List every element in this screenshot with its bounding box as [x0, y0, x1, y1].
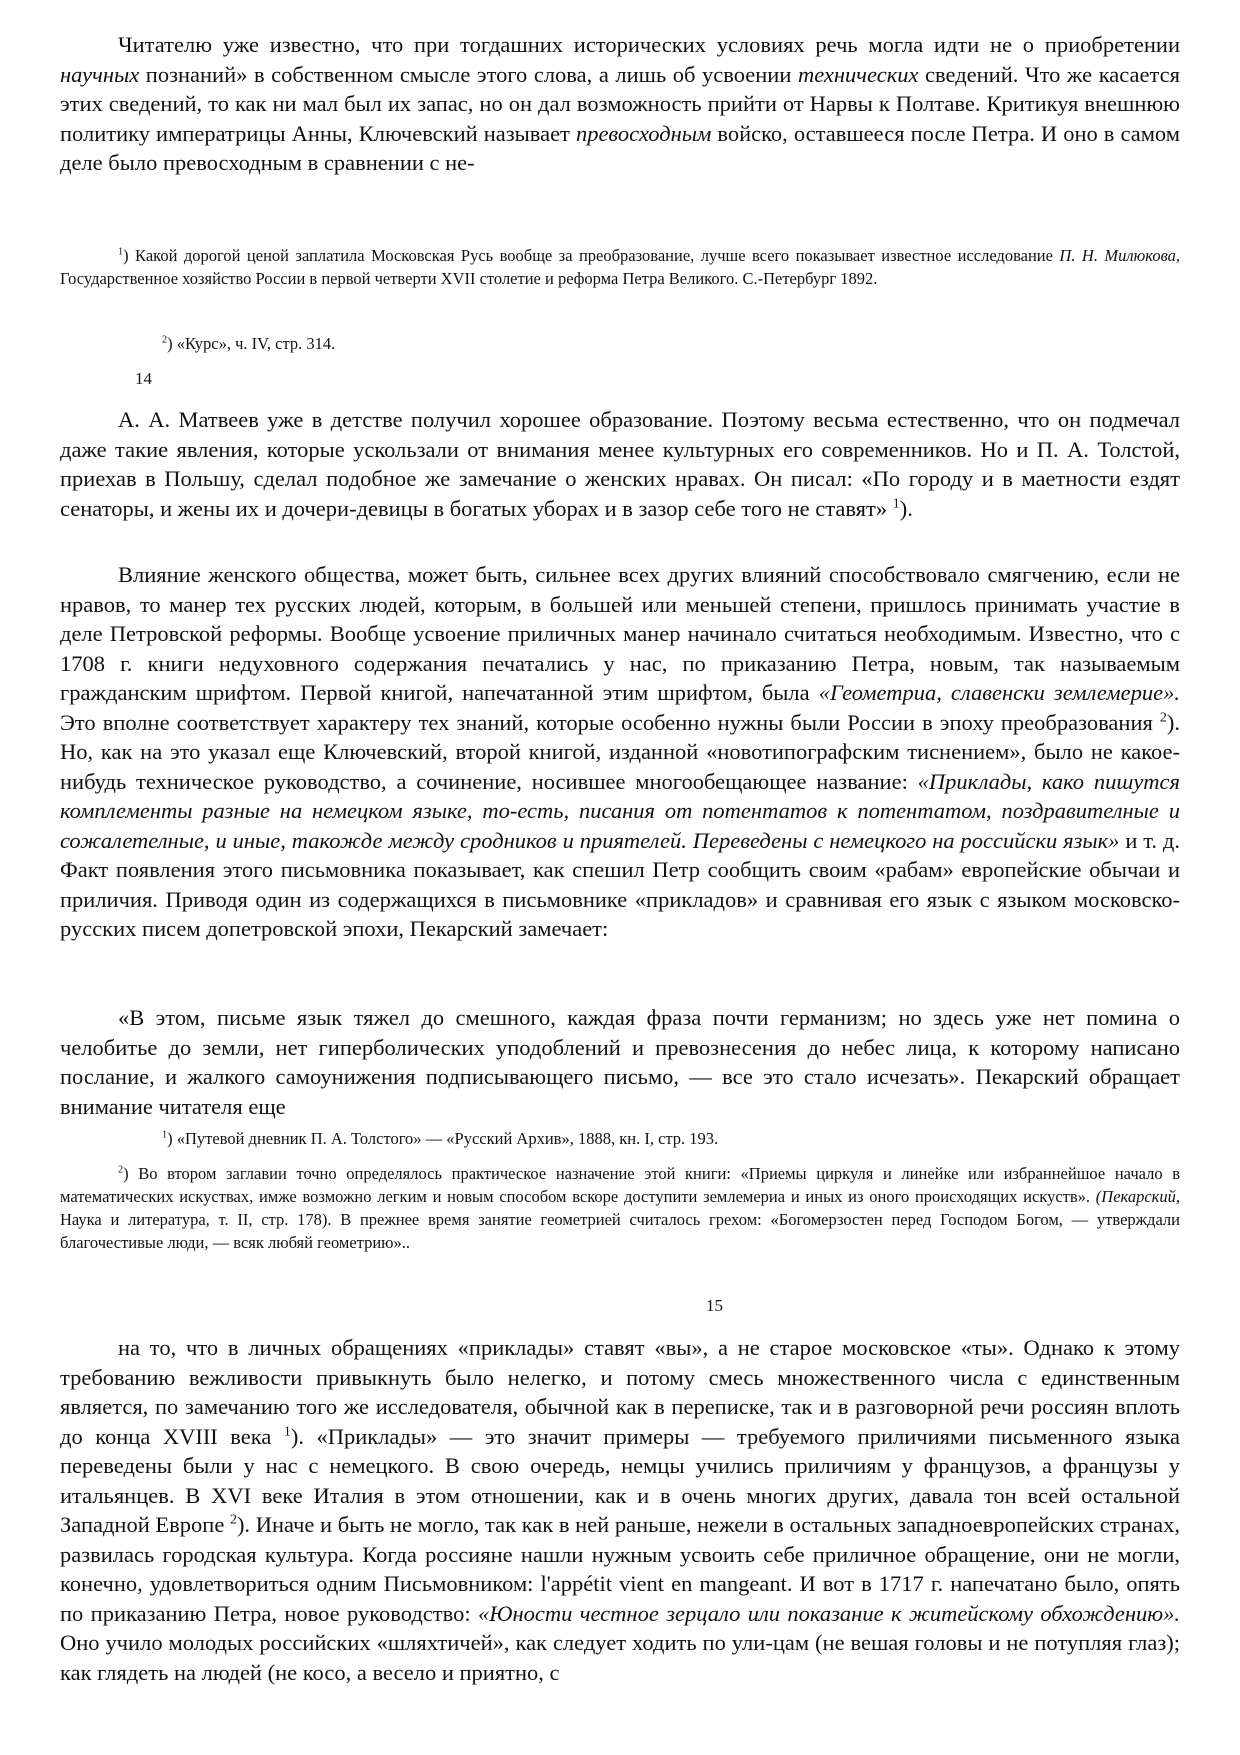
italic-text: П. Н. Милюкова, — [1059, 246, 1180, 265]
footnote-mark: 2 — [118, 1164, 124, 1176]
text: познаний» в собственном смысле этого слова, а лишь об усвоении — [139, 61, 798, 87]
footnote-2-page-15 — [60, 1162, 1180, 1254]
italic-text: научных — [60, 61, 140, 87]
footnote-mark: 1 — [892, 496, 900, 511]
italic-text: (Пекарский, — [1095, 1187, 1180, 1206]
text: Влияние женского общества, может быть, сильнее всех других влияний способствовало смягчению, если не нравов, то манер тех русских людей, которым, в большей или меньшей степени, пришлось принимать участие в деле Петровской реформы. Вообще усвоение приличных манер начинало считаться необходимым. Известно, что с 1708 г. книги недуховного содержания печатались у нас, по приказанию Петра, новым, так называемым гражданским шрифтом. Первой книгой, напечатанной этим шрифтом, была — [60, 562, 1180, 705]
footnote-1-page-15 — [162, 1127, 1062, 1150]
text: на то, что в личных обращениях «приклады» ставят «вы», а не старое московское «ты». Однако к этому требованию вежливости привыкнуть было нелегко, и потому смесь множественного числа с единственным является, по замечанию того же исследователя, обычной как в переписке, так и в разговорной речи россиян вплоть до конца XVIII века — [60, 1335, 1180, 1449]
paragraph-1 — [60, 30, 1180, 178]
footnote-1-page-14 — [60, 244, 1180, 290]
text: ). Но, как на это указал еще Ключевский, второй книгой, изданной «новотипографским тиснением», было не какое-нибудь техническое руководство, а сочинение, носившее многообещающее название: — [60, 709, 1180, 794]
page-number: 14 — [135, 369, 152, 388]
text: ). — [899, 495, 913, 521]
text: и т. д. Факт появления этого письмовника показывает, как спешил Петр сообщить своим «рабам» европейские обычаи и приличия. Приводя один из содержащихся в письмовнике «прикладов» и сравнивая его язык с языком московско-русских писем допетровской эпохи, Пекарский замечает: — [60, 827, 1180, 941]
text: сведений. Что же касается этих сведений, то как ни мал был их запас, но он дал возможность прийти от Нарвы к Полтаве. Критикуя внешнюю политику императрицы Анны, Ключевский называет — [60, 61, 1180, 146]
paragraph-2 — [60, 405, 1180, 523]
text: Наука и литература, т. II, стр. 178). В прежнее время занятие геометрией считалось грехом: «Богомерзостен перед Господом Богом, — утверждали благочестивые люди, — всяк любяй геометрию».. — [60, 1210, 1180, 1252]
page-number: 15 — [706, 1296, 723, 1315]
text: ) Во втором заглавии точно определялось практическое назначение этой книги: «Приемы циркуля и линейке или избраннейшое начало в математических искуствах, имже возможно легким и новым способом вскоре доступити землемериа и иных из оного происходящих искуств». — [60, 1164, 1180, 1206]
text: ) Какой дорогой ценой заплатила Московская Русь вообще за преобразование, лучше всего показывает известное исследование — [123, 246, 1060, 265]
footnote-mark: 2 — [162, 334, 168, 346]
italic-text: «Геометриа, славенски землемерие». — [818, 680, 1181, 705]
text: ) «Путевой дневник П. А. Толстого» — «Русский Архив», 1888, кн. I, стр. 193. — [167, 1129, 719, 1148]
text: ). «Приклады» — это значит примеры — требуемого приличиями письменного языка переведены были у нас с немецкого. В свою очередь, немцы учились приличиям у французов, а французы у итальянцев. В XVI веке Италия в этом отношении, как и в очень многих других, давала тон всей остальной Западной Европе — [60, 1423, 1181, 1537]
text: войско, оставшееся после Петра. И оно в самом деле было превосходным в сравнении с не- — [60, 120, 1180, 175]
footnote-mark: 1 — [283, 1424, 291, 1439]
text: ) «Курс», ч. IV, стр. 314. — [167, 334, 336, 353]
text: Государственное хозяйство России в первой четверти XVII столетие и реформа Петра Великого. С.-Петербург 1892. — [60, 269, 878, 288]
quotation — [60, 1003, 1180, 1121]
text: Читателю уже известно, что при тогдашних исторических условиях речь могла идти не о приобретении — [118, 32, 1180, 57]
italic-text: превосходным — [575, 120, 712, 146]
italic-text: технических — [797, 61, 919, 87]
paragraph-3 — [60, 560, 1180, 944]
text: Оно учило молодых российских «шляхтичей», как следует ходить по ули-цам (не вешая головы и не потупляя глаз); как глядеть на людей (не косо, а весело и приятно, с — [60, 1630, 1180, 1685]
text: «В этом, письме язык тяжел до смешного, каждая фраза почти германизм; но здесь уже нет помина о челобитье до земли, нет гиперболических уподоблений и превознесения до небес лица, к которому написано послание, и жалкого самоунижения подписывающего письмо, — все это стало исчезать». Пекарский обращает внимание читателя еще — [60, 1005, 1180, 1119]
text: А. А. Матвеев уже в детстве получил хорошее образование. Поэтому весьма естественно, что он подмечал даже такие явления, которые ускользали от внимания менее культурных его современников. Но и П. А. Толстой, приехав в Польшу, сделал подобное же замечание о женских нравах. Он писал: «По городу и в маетности ездят сенаторы, и жены их и дочери-девицы в богатых уборах и в зазор себе того не ставят» — [60, 407, 1180, 521]
paragraph-4 — [60, 1333, 1180, 1687]
text: ). Иначе и быть не могло, так как в ней раньше, нежели в остальных западноевропейских странах, развилась городская культура. Когда россияне нашли нужным усвоить себе приличное обращение, они не могли, конечно, удовлетвориться одним Письмовником: l'appétit vient en mangeant. И вот в 1717 г. напечатано было, опять по приказанию Петра, новое руководство: — [60, 1512, 1180, 1626]
italic-text: «Юности честное зерцало или показание к житейскому обхождению». — [477, 1600, 1181, 1626]
footnote-mark: 1 — [118, 246, 124, 258]
text: Это вполне соответствует характеру тех знаний, которые особенно нужны были России в эпоху преобразования — [60, 709, 1160, 735]
footnote-mark: 2 — [229, 1512, 237, 1528]
footnote-mark: 1 — [162, 1129, 168, 1141]
italic-text: «Приклады, како пишутся комплементы разные на немецком языке, то-есть, писания от потентатов к потентатом, поздравителные и сожалетелные, и иные, такожде между сродников и приятелей. Переведены с немецкого на российски язык» — [60, 768, 1180, 853]
footnote-2-page-14 — [162, 332, 762, 355]
footnote-mark: 2 — [1159, 710, 1167, 725]
